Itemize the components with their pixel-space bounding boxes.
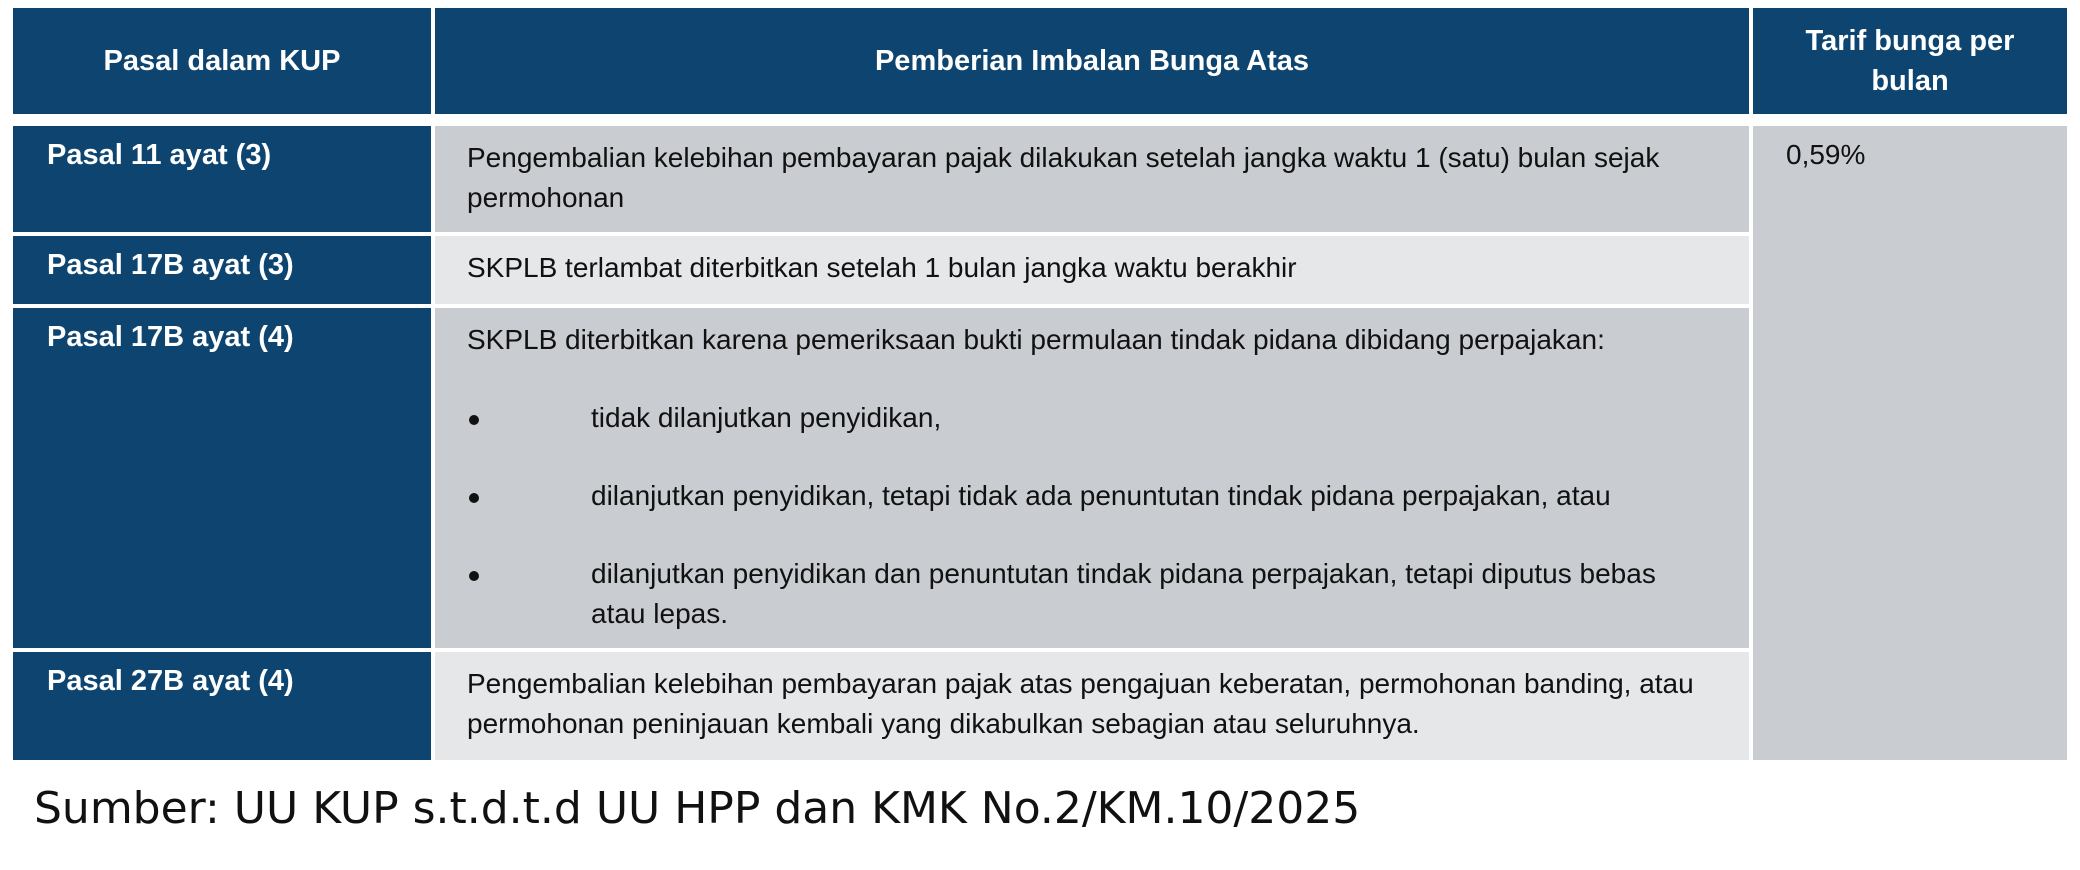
header-tarif: Tarif bunga per bulan <box>1753 8 2067 114</box>
source-note: Sumber: UU KUP s.t.d.t.d UU HPP dan KMK No.2/KM.10/2025 <box>34 783 1361 834</box>
header-pemberian: Pemberian Imbalan Bunga Atas <box>431 8 1753 114</box>
list-item <box>467 554 1709 634</box>
header-pasal: Pasal dalam KUP <box>13 8 431 114</box>
description-cell: Pengembalian kelebihan pembayaran pajak dilakukan setelah jangka waktu 1 (satu) bulan sejak permohonan <box>431 126 1753 232</box>
interest-rate-table <box>13 8 2067 760</box>
pasal-cell: Pasal 27B ayat (4) <box>13 648 431 760</box>
bullet-icon <box>467 554 591 634</box>
description-cell: Pengembalian kelebihan pembayaran pajak atas pengajuan keberatan, permohonan banding, atau permohonan peninjauan kembali yang dikabulkan sebagian atau seluruhnya. <box>431 648 1753 760</box>
list-item <box>467 398 1709 438</box>
description-intro: SKPLB diterbitkan karena pemeriksaan bukti permulaan tindak pidana dibidang perpajakan: <box>467 324 1605 355</box>
table-header-row <box>13 8 2067 114</box>
list-item-text: tidak dilanjutkan penyidikan, <box>591 402 942 433</box>
table-row <box>13 126 2067 232</box>
description-cell: SKPLB terlambat diterbitkan setelah 1 bulan jangka waktu berakhir <box>431 232 1753 304</box>
list-item <box>467 476 1709 516</box>
pasal-cell: Pasal 17B ayat (4) <box>13 304 431 648</box>
list-item-text: dilanjutkan penyidikan, tetapi tidak ada penuntutan tindak pidana perpajakan, atau <box>591 480 1611 511</box>
description-cell <box>431 304 1753 648</box>
bullet-icon <box>467 476 591 516</box>
list-item-text: dilanjutkan penyidikan dan penuntutan tindak pidana perpajakan, tetapi diputus bebas atau lepas. <box>591 558 1656 629</box>
bullet-icon <box>467 398 591 438</box>
rate-cell: 0,59% <box>1753 126 2067 760</box>
pasal-cell: Pasal 11 ayat (3) <box>13 126 431 232</box>
pasal-cell: Pasal 17B ayat (3) <box>13 232 431 304</box>
